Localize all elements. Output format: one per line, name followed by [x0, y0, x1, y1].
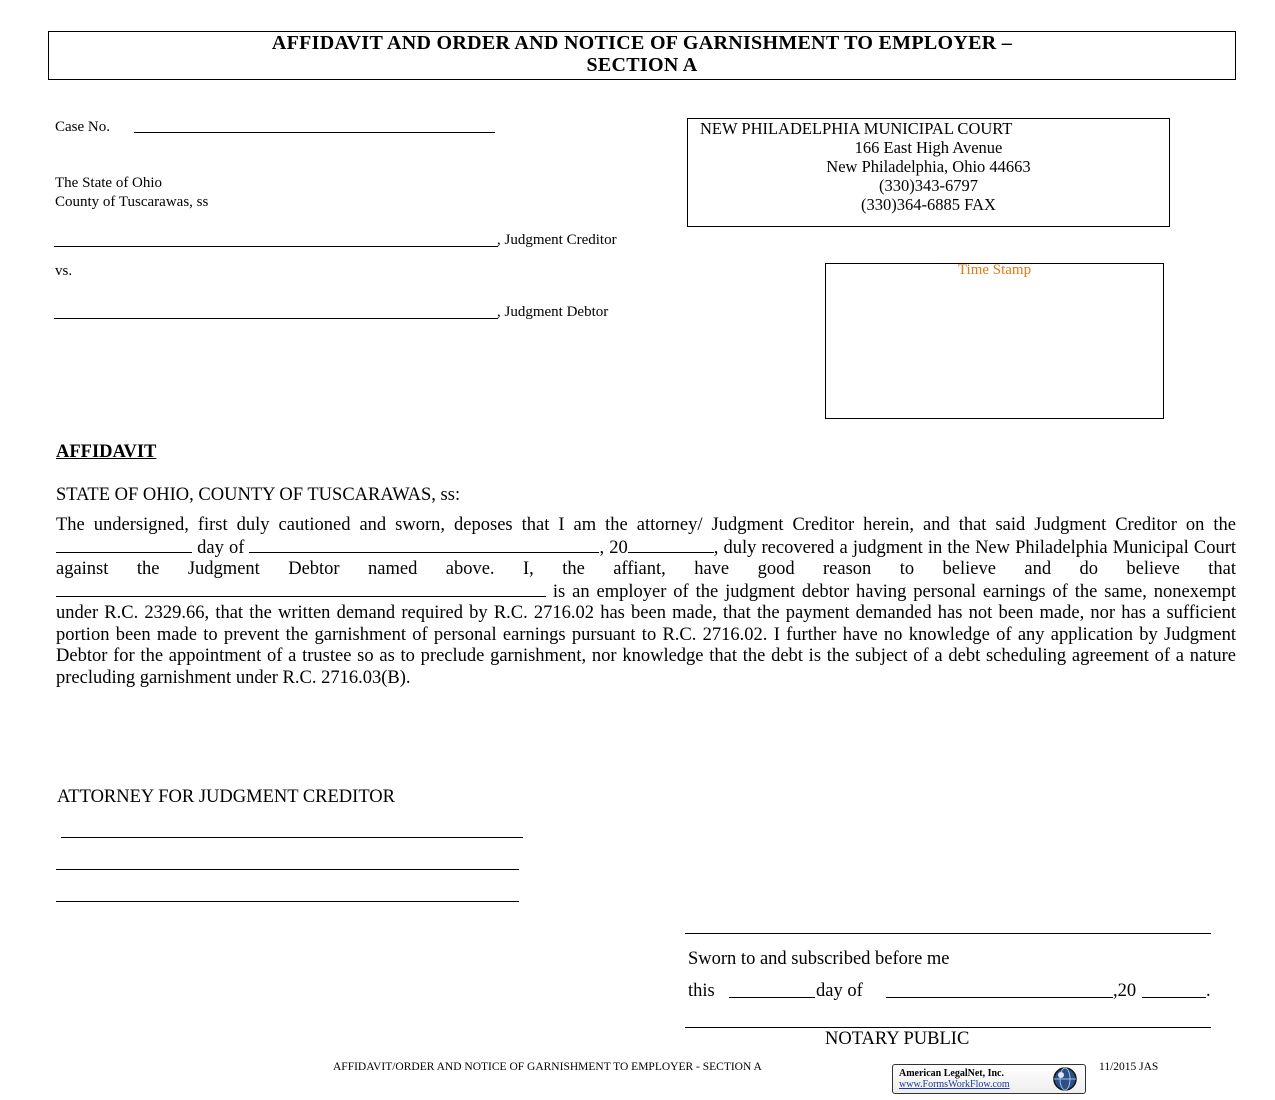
judgment-creditor-field[interactable] — [54, 232, 498, 247]
notary-period: . — [1206, 981, 1211, 1001]
venue-line: STATE OF OHIO, COUNTY OF TUSCARAWAS, ss: — [56, 485, 461, 505]
affidavit-text-1: The undersigned, first duly cautioned and sworn, deposes that I am the attorney/ Judgment Creditor herein, and that said Judgment Creditor on the — [56, 515, 1236, 535]
judgment-debtor-field[interactable] — [54, 304, 498, 319]
vendor-logo — [892, 1064, 1086, 1094]
employer-name-field[interactable] — [56, 581, 546, 597]
time-stamp-label: Time Stamp — [957, 262, 1032, 278]
judgment-debtor-label: , Judgment Debtor — [497, 304, 609, 320]
sworn-text: Sworn to and subscribed before me — [688, 949, 950, 969]
judgment-year-field[interactable] — [628, 537, 714, 553]
attorney-signature-line-1[interactable] — [61, 825, 523, 838]
court-phone: (330)343-6797 — [879, 176, 978, 195]
notary-year-field[interactable] — [1142, 983, 1206, 998]
notary-day-of-label: day of — [816, 981, 863, 1001]
affidavit-text-5: is an employer of the judgment debtor having personal earnings of the same, nonexempt under R.C. 2329.66, that the written demand required by R.C. 2716.02 has been made, that the payment demanded has not been made, nor has a sufficient portion been made to prevent the garnishment of personal earnings pursuant to R.C. 2716.02. I further have no knowledge of any application by Judgment Debtor for the appointment of a trustee so as to preclude garnishment, nor knowledge that the debt is the subject of a debt scheduling agreement of a nature precluding garnishment under R.C. 2716.03(B). — [56, 581, 1236, 688]
vendor-url-link[interactable]: www.FormsWorkFlow.com — [899, 1079, 1010, 1090]
affidavit-heading: AFFIDAVIT — [56, 442, 157, 462]
notary-signature-line[interactable] — [685, 1015, 1211, 1028]
court-fax: (330)364-6885 FAX — [861, 195, 996, 214]
form-title-box — [48, 31, 1236, 80]
court-name: NEW PHILADELPHIA MUNICIPAL COURT — [700, 119, 1013, 138]
vendor-name: American LegalNet, Inc. — [899, 1068, 1004, 1079]
judgment-day-field[interactable] — [56, 537, 192, 553]
judgment-creditor-label: , Judgment Creditor — [497, 232, 617, 248]
attorney-signature-line-2[interactable] — [56, 857, 519, 870]
form-title-line1: AFFIDAVIT AND ORDER AND NOTICE OF GARNISHMENT TO EMPLOYER – — [271, 32, 1013, 54]
attorney-signature-line-3[interactable] — [56, 889, 519, 902]
affidavit-text-4: , duly recovered a judgment in the New Philadelphia Municipal Court against the Judgment Debtor named above. I, the affiant, have good reason to believe and do believe that — [56, 537, 1237, 579]
notary-this-label: this — [688, 981, 715, 1001]
footer-revision: 11/2015 JAS — [1099, 1061, 1159, 1073]
versus-label: vs. — [55, 263, 73, 279]
attorney-label: ATTORNEY FOR JUDGMENT CREDITOR — [57, 787, 395, 807]
notary-day-field[interactable] — [729, 983, 815, 998]
affidavit-body — [56, 515, 1236, 689]
notary-year-label: ,20 — [1113, 981, 1137, 1001]
case-no-field[interactable] — [134, 118, 495, 133]
affidavit-text-2: day of — [192, 537, 250, 558]
footer-form-title: AFFIDAVIT/ORDER AND NOTICE OF GARNISHMENT TO EMPLOYER - SECTION A — [333, 1061, 762, 1073]
court-address-box — [687, 118, 1170, 227]
judgment-month-field[interactable] — [249, 537, 599, 553]
notary-month-field[interactable] — [886, 983, 1113, 998]
court-street: 166 East High Avenue — [854, 138, 1003, 157]
globe-icon — [1047, 1066, 1083, 1092]
case-no-label: Case No. — [55, 119, 110, 135]
affidavit-text-3: , 20 — [599, 537, 628, 558]
county-label: County of Tuscarawas, ss — [55, 194, 209, 210]
state-label: The State of Ohio — [55, 175, 163, 191]
time-stamp-box — [825, 263, 1164, 419]
affiant-signature-line[interactable] — [685, 921, 1211, 934]
court-city: New Philadelphia, Ohio 44663 — [826, 157, 1031, 176]
notary-public-label: NOTARY PUBLIC — [825, 1029, 970, 1049]
form-title-line2: SECTION A — [586, 54, 698, 76]
